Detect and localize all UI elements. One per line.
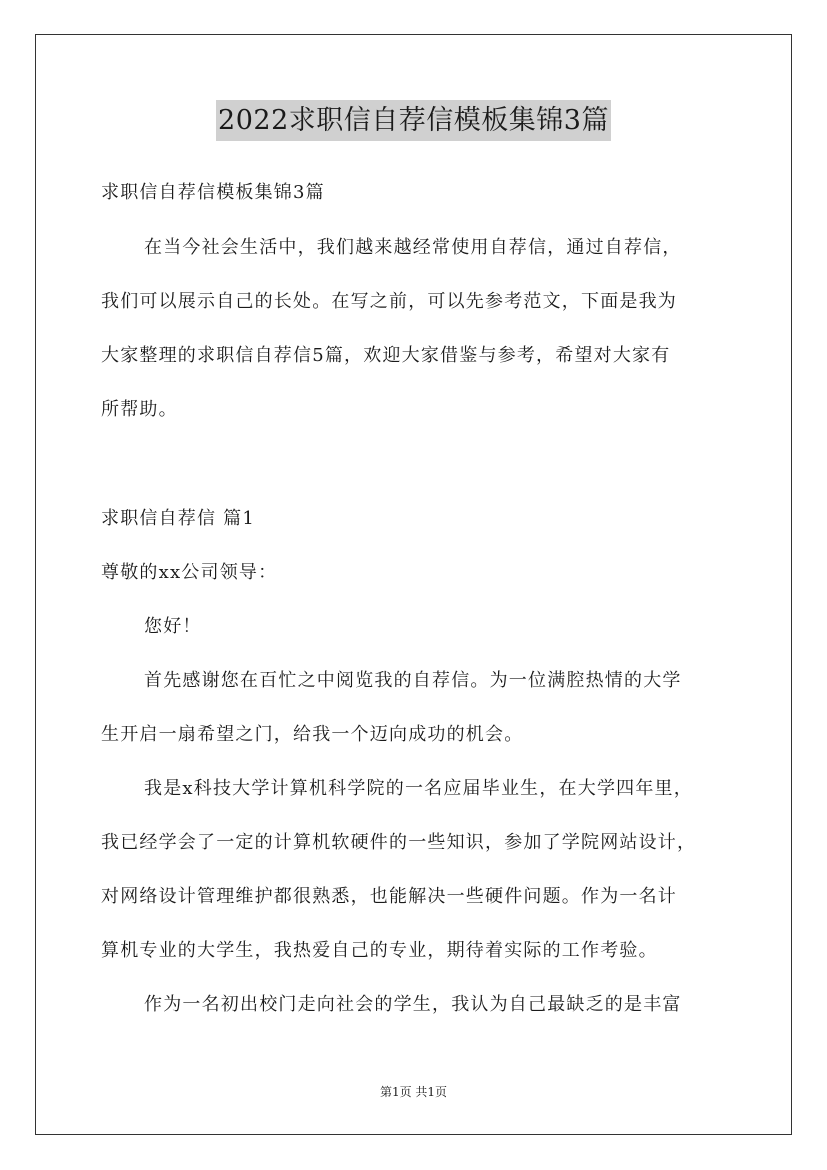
subtitle: 求职信自荐信模板集锦3篇: [101, 182, 325, 203]
paragraph1-line-2: 生开启一扇希望之门，给我一个迈向成功的机会。: [101, 724, 524, 745]
page-footer: 第1页 共1页: [379, 1085, 448, 1099]
paragraph2-line-1: 我是x科技大学计算机科学院的一名应届毕业生，在大学四年里，: [144, 778, 693, 799]
intro-line-2: 我们可以展示自己的长处。在写之前，可以先参考范文，下面是我为: [101, 291, 677, 312]
intro-line-1: 在当今社会生活中，我们越来越经常使用自荐信，通过自荐信，: [144, 237, 682, 258]
paragraph2-line-2: 我已经学会了一定的计算机软硬件的一些知识，参加了学院网站设计，: [101, 832, 697, 853]
greeting: 您好！: [144, 616, 202, 637]
paragraph2-line-4: 算机专业的大学生，我热爱自己的专业，期待着实际的工作考验。: [101, 940, 658, 961]
intro-line-4: 所帮助。: [101, 399, 178, 420]
paragraph3-line-1: 作为一名初出校门走向社会的学生，我认为自己最缺乏的是丰富: [144, 994, 682, 1015]
title-container: [0, 100, 827, 141]
paragraph1-line-1: 首先感谢您在百忙之中阅览我的自荐信。为一位满腔热情的大学: [144, 670, 682, 691]
section-heading: 求职信自荐信 篇1: [101, 508, 255, 529]
document-title: 2022求职信自荐信模板集锦3篇: [216, 100, 611, 141]
paragraph2-line-3: 对网络设计管理维护都很熟悉，也能解决一些硬件问题。作为一名计: [101, 886, 677, 907]
salutation: 尊敬的xx公司领导：: [101, 562, 278, 583]
intro-line-3: 大家整理的求职信自荐信5篇，欢迎大家借鉴与参考，希望对大家有: [101, 345, 671, 366]
